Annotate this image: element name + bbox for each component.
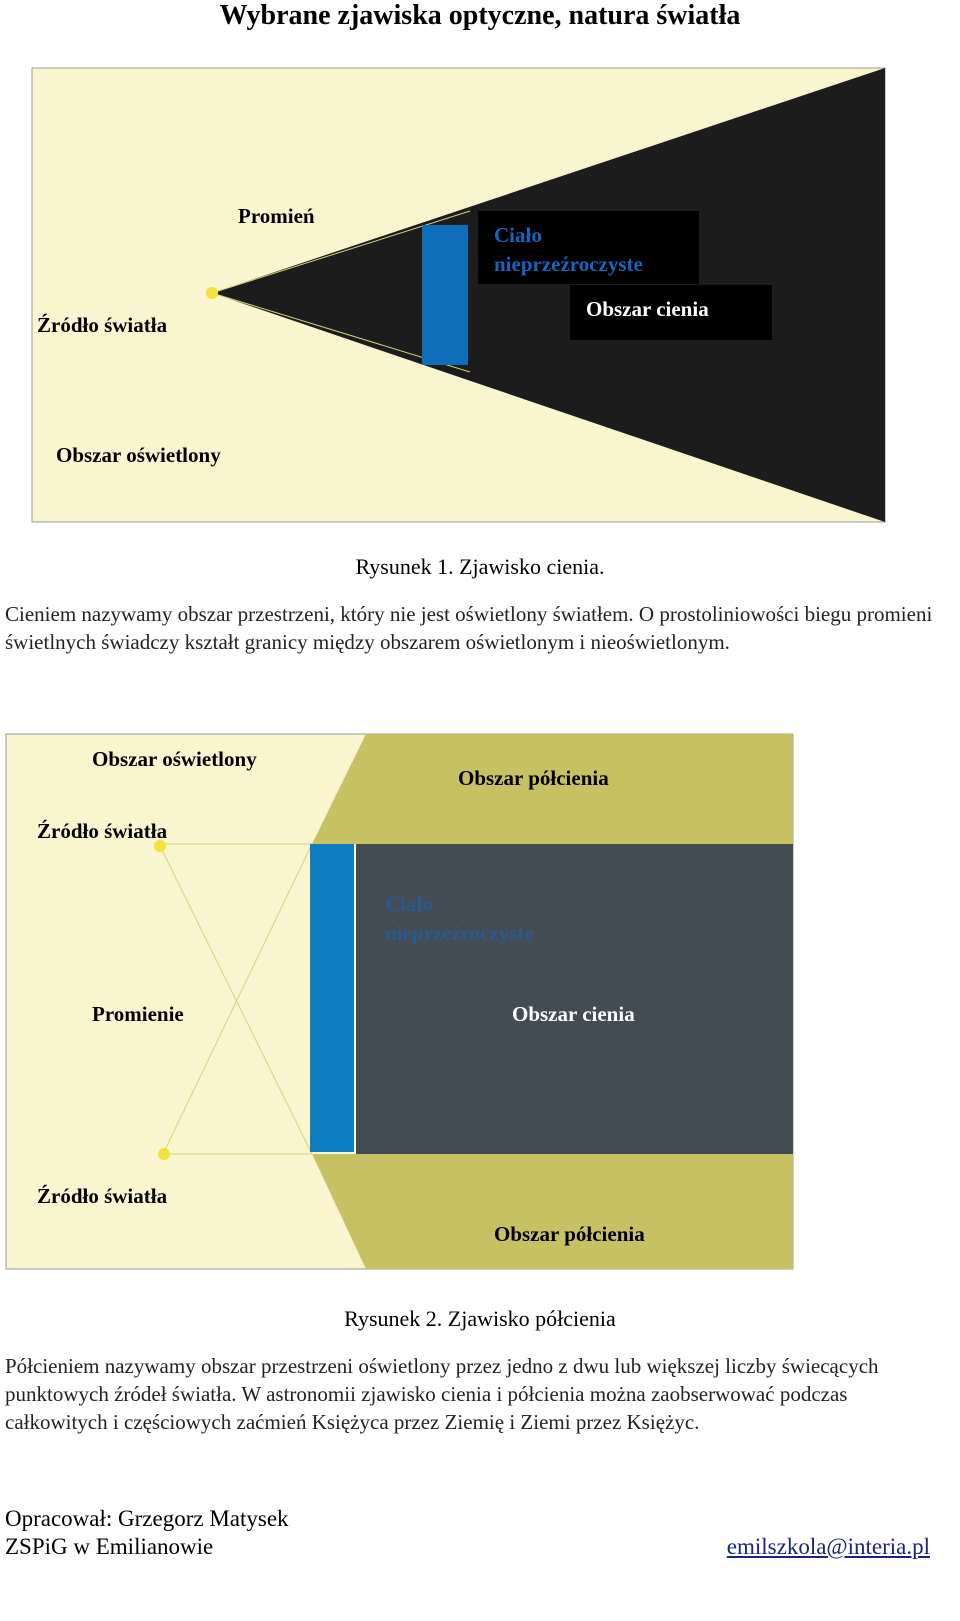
page-title: Wybrane zjawiska optyczne, natura światła	[219, 0, 741, 31]
footer-author: Opracował: Grzegorz Matysek	[5, 1506, 289, 1531]
paragraph-penumbra: Półcieniem nazywamy obszar przestrzeni oświetlony przez jedno z dwu lub większej liczby świecących punktowych źródeł światła. W astronomii zjawisko cienia i półcienia można zaobserwować podczas całkowitych i częściowych zaćmień Księżyca przez Ziemię i Ziemi przez Księżyc.	[5, 1354, 879, 1434]
footer-school: ZSPiG w Emilianowie	[5, 1534, 214, 1559]
ray-label: Promień	[238, 204, 315, 228]
paragraph-shadow: Cieniem nazywamy obszar przestrzeni, który nie jest oświetlony światłem. O prostoliniowości biegu promieni świetlnych świadczy kształt granicy między obszarem oświetlonym i nieoświetlonym.	[5, 602, 933, 654]
source-bottom-label: Źródło światła	[37, 1184, 168, 1208]
lit-label-2: Obszar oświetlony	[92, 747, 257, 771]
source-top-label: Źródło światła	[37, 819, 168, 843]
light-source	[206, 287, 218, 299]
figure2-caption: Rysunek 2. Zjawisko półcienia	[344, 1306, 616, 1331]
opaque-body-label-line1-2: Ciało	[385, 892, 433, 916]
shadow-label: Obszar cienia	[586, 297, 709, 321]
lit-label: Obszar oświetlony	[56, 443, 221, 467]
opaque-body-label-line2-2: nieprzeźroczyste	[385, 921, 534, 945]
opaque-body-label-line1: Ciało	[494, 223, 542, 247]
shadow-label-2: Obszar cienia	[512, 1002, 635, 1026]
footer-email-link[interactable]: emilszkola@interia.pl	[726, 1534, 930, 1559]
penumbra-bottom-area	[312, 1154, 793, 1269]
opaque-body	[310, 844, 354, 1152]
opaque-body	[422, 225, 468, 365]
penumbra-bottom-label: Obszar półcienia	[494, 1222, 645, 1246]
penumbra-top-label: Obszar półcienia	[458, 766, 609, 790]
figure1-caption: Rysunek 1. Zjawisko cienia.	[355, 554, 605, 579]
source-label: Źródło światła	[37, 313, 168, 337]
opaque-body-label-line2: nieprzeźroczyste	[494, 252, 643, 276]
light-source-bottom	[158, 1148, 170, 1160]
rays-label: Promienie	[92, 1002, 184, 1026]
